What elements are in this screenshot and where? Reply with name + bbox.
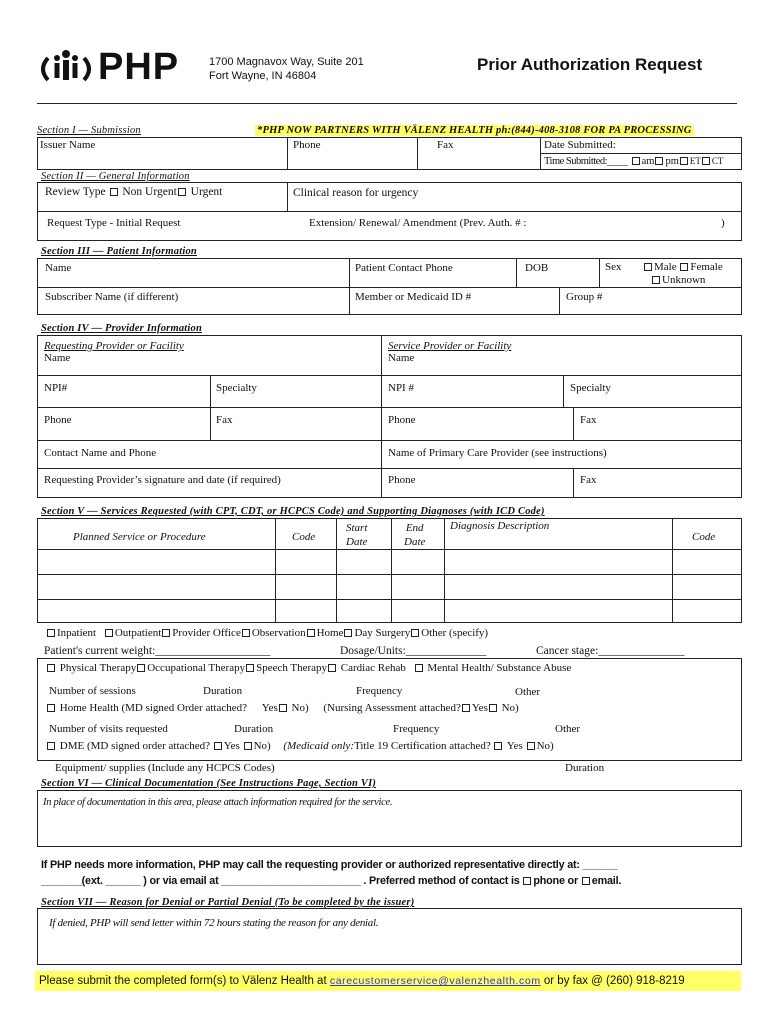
nursing-assessment-label: (Nursing Assessment attached? bbox=[323, 702, 461, 714]
date-label: Date bbox=[404, 536, 426, 548]
dob-field[interactable]: DOB bbox=[525, 262, 549, 274]
member-id-field[interactable]: Member or Medicaid ID # bbox=[355, 291, 472, 303]
outpatient-label: Outpatient bbox=[114, 627, 162, 639]
non-urgent-checkbox[interactable] bbox=[110, 188, 118, 196]
service-name-field[interactable]: Name bbox=[388, 352, 415, 364]
divider bbox=[37, 375, 742, 376]
unknown-label: Unknown bbox=[662, 274, 706, 286]
observation-checkbox[interactable] bbox=[242, 629, 250, 637]
equipment-duration-field[interactable]: Duration bbox=[565, 762, 605, 774]
occupational-therapy-checkbox[interactable] bbox=[137, 664, 145, 672]
am-checkbox[interactable] bbox=[632, 157, 640, 165]
clinical-reason-field[interactable]: Clinical reason for urgency bbox=[293, 187, 419, 199]
home-checkbox[interactable] bbox=[307, 629, 315, 637]
urgent-checkbox[interactable] bbox=[178, 188, 186, 196]
signature-field[interactable]: Requesting Provider’s signature and date (if required) bbox=[44, 474, 281, 486]
requesting-fax-field[interactable]: Fax bbox=[216, 414, 233, 426]
service-setting-row bbox=[46, 627, 488, 639]
inpatient-checkbox[interactable] bbox=[47, 629, 55, 637]
requesting-name-field[interactable]: Name bbox=[44, 352, 71, 364]
divider bbox=[210, 375, 211, 440]
divider bbox=[391, 518, 392, 623]
therapy-row bbox=[46, 662, 571, 674]
php-logo-icon bbox=[36, 44, 96, 88]
phone-or-label: phone or bbox=[533, 875, 581, 887]
extension-close-paren: ) bbox=[721, 217, 725, 229]
ct-label: CT bbox=[711, 156, 724, 166]
requesting-phone-field[interactable]: Phone bbox=[44, 414, 72, 426]
section-7-heading: Section VII — Reason for Denial or Partial Denial (To be completed by the issuer) bbox=[41, 897, 415, 908]
home-health-no-label: No) bbox=[291, 702, 309, 714]
title19-yes-checkbox[interactable] bbox=[494, 742, 502, 750]
group-field[interactable]: Group # bbox=[566, 291, 603, 303]
home-health-yes-checkbox[interactable] bbox=[279, 704, 287, 712]
service-fax-field[interactable]: Fax bbox=[580, 414, 597, 426]
divider bbox=[563, 375, 564, 407]
urgent-label: Urgent bbox=[190, 186, 223, 198]
divider bbox=[37, 440, 742, 441]
section-6-heading: Section VI — Clinical Documentation (See Instructions Page, Section VI) bbox=[41, 778, 377, 789]
email-preference-checkbox[interactable] bbox=[582, 877, 590, 885]
divider bbox=[599, 258, 600, 287]
start-label: Start bbox=[346, 522, 368, 534]
dme-label: DME (MD signed order attached? bbox=[59, 740, 211, 752]
nursing-yes-label: Yes bbox=[471, 702, 488, 714]
divider bbox=[573, 468, 574, 498]
pcp-name-field[interactable]: Name of Primary Care Provider (see instructions) bbox=[388, 447, 607, 459]
title19-no-label: No) bbox=[536, 740, 554, 752]
sessions-other-field[interactable]: Other bbox=[515, 686, 541, 698]
requesting-npi-field[interactable]: NPI# bbox=[44, 382, 68, 394]
divider bbox=[444, 518, 445, 623]
female-label: Female bbox=[690, 261, 723, 273]
dosage-field[interactable]: Dosage/Units:______________ bbox=[340, 645, 487, 657]
logo-text: PHP bbox=[98, 46, 180, 88]
non-urgent-label: Non Urgent bbox=[122, 186, 177, 198]
address-line-2: Fort Wayne, IN 46804 bbox=[209, 70, 317, 82]
service-npi-field[interactable]: NPI # bbox=[388, 382, 414, 394]
contact-name-field[interactable]: Contact Name and Phone bbox=[44, 447, 157, 459]
weight-field[interactable]: Patient's current weight:____________________ bbox=[44, 645, 271, 657]
code-header: Code bbox=[292, 531, 316, 543]
visits-duration-field[interactable]: Duration bbox=[234, 723, 274, 735]
observation-label: Observation bbox=[251, 627, 306, 639]
review-type-row bbox=[45, 186, 222, 198]
ct-checkbox[interactable] bbox=[702, 157, 710, 165]
requesting-specialty-field[interactable]: Specialty bbox=[216, 382, 257, 394]
unknown-checkbox[interactable] bbox=[652, 276, 660, 284]
home-health-checkbox[interactable] bbox=[47, 704, 55, 712]
divider bbox=[573, 407, 574, 440]
pm-label: pm bbox=[665, 156, 679, 167]
title19-label: Title 19 Certification attached? bbox=[353, 740, 491, 752]
request-type-field[interactable]: Request Type - Initial Request bbox=[47, 217, 181, 229]
medicaid-only-label: (Medicaid only: bbox=[283, 740, 354, 752]
extension-field[interactable]: Extension/ Renewal/ Amendment (Prev. Auth. # : bbox=[309, 217, 527, 229]
pm-checkbox[interactable] bbox=[655, 157, 663, 165]
patient-phone-field[interactable]: Patient Contact Phone bbox=[355, 262, 453, 274]
divider bbox=[417, 137, 418, 170]
female-checkbox[interactable] bbox=[680, 263, 688, 271]
phone-preference-checkbox[interactable] bbox=[523, 877, 531, 885]
review-type-label: Review Type bbox=[45, 186, 106, 198]
cardiac-rehab-label: Cardiac Rehab bbox=[340, 662, 406, 674]
title19-no-checkbox[interactable] bbox=[527, 742, 535, 750]
provider-office-checkbox[interactable] bbox=[162, 629, 170, 637]
visits-frequency-field[interactable]: Frequency bbox=[393, 723, 440, 735]
dme-yes-checkbox[interactable] bbox=[214, 742, 222, 750]
diagnosis-header: Diagnosis Description bbox=[450, 520, 550, 532]
physical-therapy-label: Physical Therapy bbox=[59, 662, 137, 674]
equipment-field[interactable]: Equipment/ supplies (Include any HCPCS Codes) bbox=[55, 762, 275, 774]
service-phone-field[interactable]: Phone bbox=[388, 414, 416, 426]
planned-service-header: Planned Service or Procedure bbox=[73, 531, 206, 543]
issuer-name-field[interactable]: Issuer Name bbox=[40, 139, 96, 151]
contact-line-2 bbox=[41, 875, 621, 887]
divider bbox=[37, 287, 742, 288]
footer-email-link[interactable]: carecustomerservice@valenzhealth.com bbox=[329, 975, 541, 987]
male-label: Male bbox=[654, 261, 677, 273]
divider bbox=[349, 258, 350, 315]
partner-notice: *PHP NOW PARTNERS WITH VÄLENZ HEALTH ph:(844)-408-3108 FOR PA PROCESSING bbox=[257, 125, 692, 136]
male-checkbox[interactable] bbox=[644, 263, 652, 271]
pcp-fax-field[interactable]: Fax bbox=[580, 474, 597, 486]
divider bbox=[336, 518, 337, 623]
footer-banner bbox=[35, 971, 741, 991]
day-surgery-label: Day Surgery bbox=[354, 627, 411, 639]
issuer-fax-field[interactable]: Fax bbox=[437, 139, 454, 151]
sex-options bbox=[643, 261, 723, 287]
service-provider-heading: Service Provider or Facility bbox=[388, 340, 512, 352]
dme-yes-label: Yes bbox=[223, 740, 240, 752]
divider bbox=[37, 407, 742, 408]
mental-health-label: Mental Health/ Substance Abuse bbox=[427, 662, 572, 674]
dme-no-label: No) bbox=[253, 740, 271, 752]
start-date-header bbox=[346, 521, 367, 549]
divider bbox=[37, 549, 742, 550]
other-setting-label: Other (specify) bbox=[421, 627, 489, 639]
dme-no-checkbox[interactable] bbox=[244, 742, 252, 750]
other-setting-checkbox[interactable] bbox=[411, 629, 419, 637]
divider bbox=[559, 287, 560, 315]
diagnosis-code-header: Code bbox=[692, 531, 716, 543]
divider bbox=[672, 518, 673, 623]
mental-health-checkbox[interactable] bbox=[415, 664, 423, 672]
contact-line-2-text: _______(ext. ______ ) or via email at ________________________ . Preferred method of contact is bbox=[41, 875, 523, 887]
home-health-row bbox=[46, 702, 519, 714]
provider-office-label: Provider Office bbox=[172, 627, 241, 639]
nursing-yes-checkbox[interactable] bbox=[462, 704, 470, 712]
inpatient-label: Inpatient bbox=[57, 627, 97, 639]
section-4-heading: Section IV — Provider Information bbox=[41, 323, 203, 334]
visits-field[interactable]: Number of visits requested bbox=[49, 723, 168, 735]
divider bbox=[37, 574, 742, 575]
php-logo bbox=[36, 44, 186, 88]
clinical-doc-text: In place of documentation in this area, please attach information required for the service. bbox=[43, 797, 393, 808]
address-line-1: 1700 Magnavox Way, Suite 201 bbox=[209, 56, 364, 68]
dme-row bbox=[46, 740, 554, 752]
end-label: End bbox=[405, 522, 424, 534]
speech-therapy-checkbox[interactable] bbox=[246, 664, 254, 672]
divider bbox=[540, 153, 742, 154]
visits-other-field[interactable]: Other bbox=[555, 723, 581, 735]
cancer-stage-field[interactable]: Cancer stage:_______________ bbox=[536, 645, 685, 657]
issuer-phone-field[interactable]: Phone bbox=[293, 139, 321, 151]
divider bbox=[37, 211, 742, 212]
section-3-heading: Section III — Patient Information bbox=[41, 246, 197, 257]
divider bbox=[287, 182, 288, 211]
requesting-provider-heading: Requesting Provider or Facility bbox=[44, 340, 184, 352]
contact-line-1: If PHP needs more information, PHP may call the requesting provider or authorized representative directly at: ______ bbox=[41, 859, 618, 871]
et-label: ET bbox=[689, 156, 701, 166]
sessions-frequency-field[interactable]: Frequency bbox=[356, 685, 403, 697]
footer-fax-text: or by fax @ (260) 918-8219 bbox=[540, 975, 685, 987]
home-health-yes-label: Yes bbox=[261, 702, 278, 714]
divider bbox=[275, 518, 276, 623]
outpatient-checkbox[interactable] bbox=[105, 629, 113, 637]
time-submitted-field[interactable]: Time Submitted: bbox=[544, 156, 608, 167]
email-label: email. bbox=[591, 875, 622, 887]
sessions-duration-field[interactable]: Duration bbox=[203, 685, 243, 697]
end-date-header bbox=[404, 521, 425, 549]
divider bbox=[37, 468, 742, 469]
patient-name-field[interactable]: Name bbox=[45, 262, 72, 274]
am-label: am bbox=[641, 156, 655, 167]
date-submitted-field[interactable]: Date Submitted: bbox=[544, 139, 616, 151]
denial-text: If denied, PHP will send letter within 72 hours stating the reason for any denial. bbox=[49, 917, 379, 929]
subscriber-name-field[interactable]: Subscriber Name (if different) bbox=[45, 291, 179, 303]
service-specialty-field[interactable]: Specialty bbox=[570, 382, 611, 394]
home-health-label: Home Health (MD signed Order attached? bbox=[59, 702, 247, 714]
divider bbox=[381, 335, 382, 498]
nursing-no-checkbox[interactable] bbox=[489, 704, 497, 712]
physical-therapy-checkbox[interactable] bbox=[47, 664, 55, 672]
sex-label: Sex bbox=[605, 261, 622, 273]
nursing-no-label: No) bbox=[501, 702, 519, 714]
home-label: Home bbox=[316, 627, 344, 639]
day-surgery-checkbox[interactable] bbox=[344, 629, 352, 637]
sessions-field[interactable]: Number of sessions bbox=[49, 685, 136, 697]
section-2-heading: Section II — General Information bbox=[41, 171, 190, 182]
pcp-phone-field[interactable]: Phone bbox=[388, 474, 416, 486]
cardiac-rehab-checkbox[interactable] bbox=[328, 664, 336, 672]
speech-therapy-label: Speech Therapy bbox=[256, 662, 328, 674]
occupational-therapy-label: Occupational Therapy bbox=[147, 662, 246, 674]
section-5-heading: Section V — Services Requested (with CPT, CDT, or HCPCS Code) and Supporting Diagnoses (with ICD Code) bbox=[41, 506, 545, 517]
page-title: Prior Authorization Request bbox=[477, 55, 703, 74]
header-divider bbox=[37, 103, 737, 104]
title19-yes-label: Yes bbox=[506, 740, 523, 752]
dme-checkbox[interactable] bbox=[47, 742, 55, 750]
divider bbox=[287, 137, 288, 170]
divider bbox=[37, 599, 742, 600]
time-submitted-row: Time Submitted:____ am pm ET CT bbox=[544, 156, 724, 167]
section-1-heading: Section I — Submission bbox=[37, 125, 141, 136]
et-checkbox[interactable] bbox=[680, 157, 688, 165]
date-label: Date bbox=[346, 536, 368, 548]
divider bbox=[516, 258, 517, 287]
footer-text: Please submit the completed form(s) to Välenz Health at bbox=[39, 975, 330, 987]
